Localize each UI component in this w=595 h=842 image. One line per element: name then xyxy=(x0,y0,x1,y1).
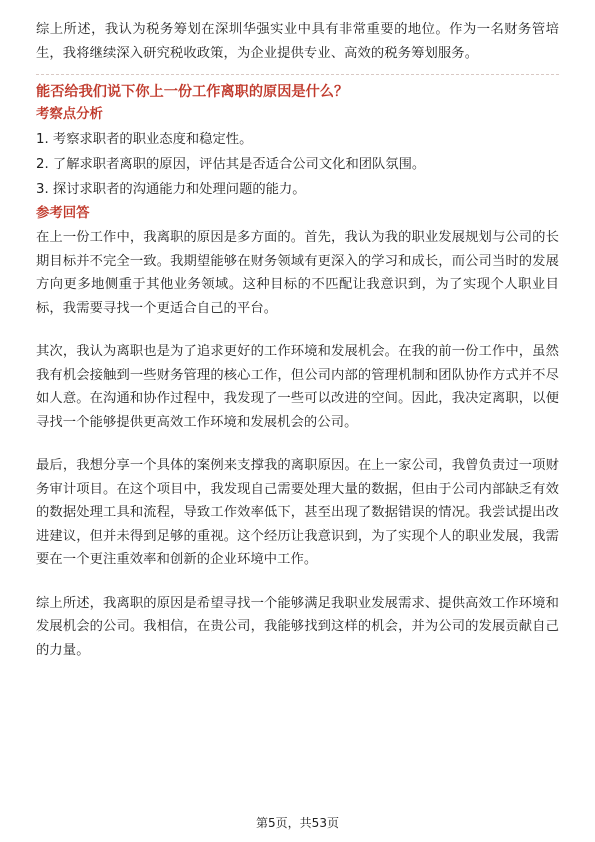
analysis-item: 1. 考察求职者的职业态度和稳定性。 xyxy=(36,132,253,147)
intro-paragraph: 综上所述，我认为税务筹划在深圳华强实业中具有非常重要的地位。作为一名财务管培生，我将继续深入研究税收政策，为企业提供专业、高效的税务筹划服务。 xyxy=(36,22,559,61)
analysis-item: 3. 探讨求职者的沟通能力和处理问题的能力。 xyxy=(36,182,306,197)
paragraph-gap xyxy=(36,572,559,592)
analysis-list xyxy=(36,127,559,202)
section-divider xyxy=(36,74,559,75)
answer-paragraph: 在上一份工作中，我离职的原因是多方面的。首先，我认为我的职业发展规划与公司的长期目标并不完全一致。我期望能够在财务领域有更深入的学习和成长，而公司当时的发展方向更多地侧重于其他业务领域。这种目标的不匹配让我意识到，为了实现个人职业目标，我需要寻找一个更适合自己的平台。 xyxy=(36,230,559,316)
paragraph-gap xyxy=(36,434,559,454)
question-title: 能否给我们说下你上一份工作离职的原因是什么？ xyxy=(36,84,349,100)
analysis-item: 2. 了解求职者离职的原因，评估其是否适合公司文化和团队氛围。 xyxy=(36,157,426,172)
answer-heading: 参考回答 xyxy=(36,206,90,221)
answer-paragraph: 最后，我想分享一个具体的案例来支撑我的离职原因。在上一家公司，我曾负责过一项财务审计项目。在这个项目中，我发现自己需要处理大量的数据，但由于公司内部缺乏有效的数据处理工具和流程，导致工作效率低下，甚至出现了数据错误的情况。我尝试提出改进建议，但并未得到足够的重视。这个经历让我意识到，为了实现个人的职业发展，我需要在一个更注重效率和创新的企业环境中工作。 xyxy=(36,458,559,567)
answer-paragraph: 综上所述，我离职的原因是希望寻找一个能够满足我职业发展需求、提供高效工作环境和发展机会的公司。我相信，在贵公司，我能够找到这样的机会，并为公司的发展贡献自己的力量。 xyxy=(36,595,559,658)
paragraph-gap xyxy=(36,320,559,340)
analysis-heading: 考察点分析 xyxy=(36,107,103,122)
answer-paragraph: 其次，我认为离职也是为了追求更好的工作环境和发展机会。在我的前一份工作中，虽然我有机会接触到一些财务管理的核心工作，但公司内部的管理机制和团队协作方式并不尽如人意。在沟通和协作过程中，我发现了一些可以改进的空间。因此，我决定离职，以便寻找一个能够提供更高效工作环境和发展机会的公司。 xyxy=(36,344,559,430)
page-number: 第5页，共53页 xyxy=(256,816,339,830)
